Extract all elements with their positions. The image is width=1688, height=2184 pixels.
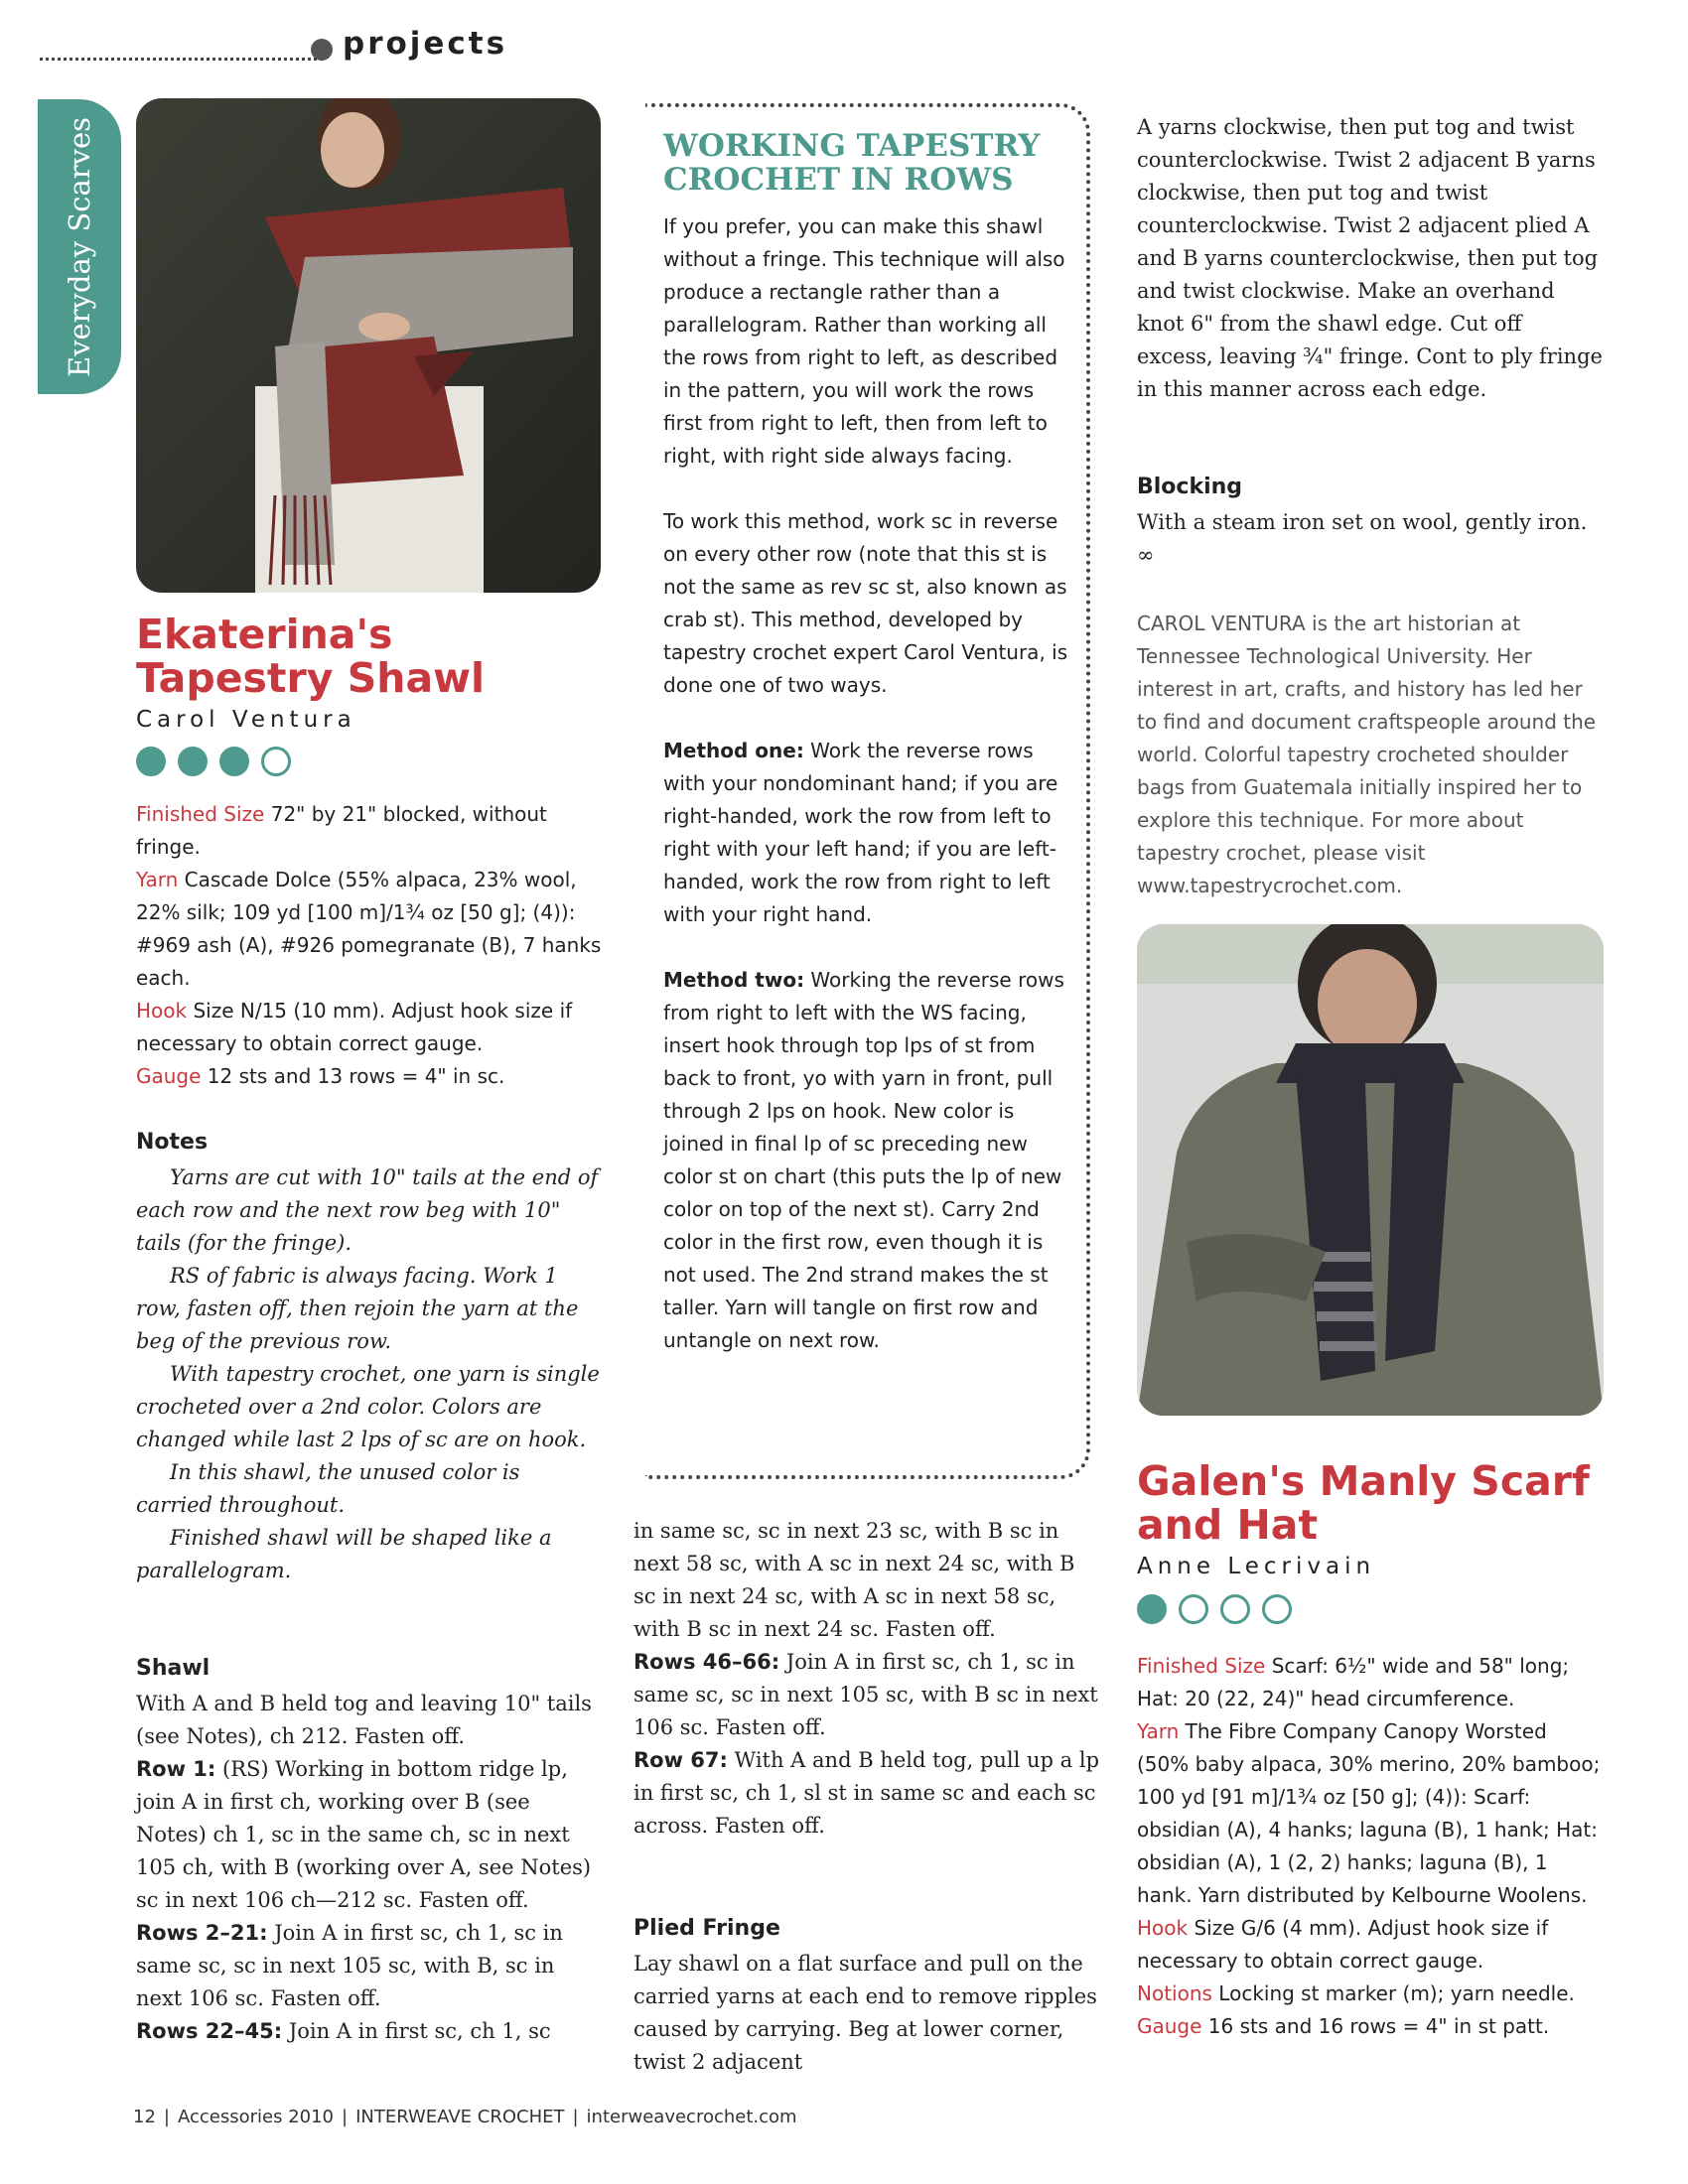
row-1: Row 1: (RS) Working in bottom ridge lp, join A in first ch, working over B (see Notes) ch 1, sc in the same ch, sc in next 105 ch, with B (working over A, see Notes) sc in next 106 ch—212 sc. Fasten off. [136, 1757, 592, 1912]
skill-dot-3 [1220, 1594, 1250, 1624]
fringe-text-continued: A yarns clockwise, then put tog and twist counterclockwise. Twist 2 adjacent B yarns clockwise, then put tog and twist counterclockwise. Twist 2 adjacent plied A and B yarns counterclockwise, then put tog and twist clockwise. Make an overhand knot 6" from the shawl edge. Cut off excess, leaving ¾" fringe. Cont to ply fringe in this manner across each edge. [1137, 115, 1603, 401]
skill-dot-1 [1137, 1594, 1167, 1624]
skill-dot-4 [261, 747, 291, 776]
spec-hook: Hook Size N/15 (10 mm). Adjust hook size if necessary to obtain correct gauge. [136, 999, 573, 1055]
blocking-text: With a steam iron set on wool, gently iron. ∞ [1137, 510, 1588, 567]
note-4: In this shawl, the unused color is carried throughout. [136, 1460, 520, 1517]
header-bullet [311, 39, 333, 61]
notes-heading: Notes [136, 1130, 209, 1155]
spec-yarn: Yarn The Fibre Company Canopy Worsted (50% baby alpaca, 30% merino, 20% bamboo; 100 yd [91 m]/1¾ oz [50 g]; (4)): Scarf: obsidian (A), 4 hanks; laguna (B), 1 hank; Hat: obsidian (A), 1 (2, 2) hanks; laguna (B), 1 hank. Yarn distributed by Kelbourne Woolens. [1137, 1719, 1601, 1907]
header-dotted-rule [40, 40, 323, 61]
rows-2-21: Rows 2–21: Join A in first sc, ch 1, sc in same sc, sc in next 105 sc, with B, sc in next 106 sc. Fasten off. [136, 1921, 563, 2010]
sidebar-paragraph-1: If you prefer, you can make this shawl without a fringe. This technique will also produce a rectangle rather than a parallelogram. Rather than working all the rows from right to left, as described in the pattern, you will work the rows first from right to left, then from left to right, with right side always facing. [663, 214, 1065, 468]
note-2: RS of fabric is always facing. Work 1 row, fasten off, then rejoin the yarn at the beg of the previous row. [136, 1264, 579, 1353]
skill-dot-4 [1262, 1594, 1292, 1624]
spec-finished-size: Finished Size 72" by 21" blocked, without fringe. [136, 802, 547, 859]
spec-gauge: Gauge 16 sts and 16 rows = 4" in st patt. [1137, 2014, 1550, 2038]
skill-dot-1 [136, 747, 166, 776]
shawl-skill-level [136, 747, 291, 776]
sidebar-text [663, 210, 1070, 1390]
shawl-specs [136, 798, 603, 1093]
notes-list [136, 1161, 603, 1587]
issue-name: Accessories 2010 [177, 2107, 335, 2127]
shawl-heading: Shawl [136, 1656, 211, 1681]
shawl-instructions-continued [633, 1515, 1100, 1843]
fringe-text: Lay shawl on a flat surface and pull on the carried yarns at each end to remove ripples caused by carrying. Beg at lower corner, twist 2 adjacent [633, 1952, 1097, 2074]
shawl-title: Ekaterina's Tapestry Shawl [136, 611, 486, 702]
spec-finished-size: Finished Size Scarf: 6½" wide and 58" long; Hat: 20 (22, 24)" head circumference. [1137, 1654, 1570, 1710]
section-title: projects [343, 26, 508, 62]
page-number: 12 [133, 2107, 156, 2127]
shawl-instructions [136, 1688, 603, 2048]
spec-gauge: Gauge 12 sts and 13 rows = 4" in sc. [136, 1064, 505, 1088]
magazine-name: INTERWEAVE CROCHET [355, 2107, 565, 2127]
spec-yarn: Yarn Cascade Dolce (55% alpaca, 23% wool, 22% silk; 109 yd [100 m]/1¾ oz [50 g]; (4)): #969 ash (A), #926 pomegranate (B), 7 hanks each. [136, 868, 602, 990]
note-1: Yarns are cut with 10" tails at the end of each row and the next row beg with 10" tails (for the fringe). [136, 1165, 599, 1255]
rows-22-45: Rows 22–45: Join A in first sc, ch 1, sc [136, 2019, 551, 2043]
shawl-photo [136, 98, 601, 593]
skill-dot-3 [219, 747, 249, 776]
skill-dot-2 [178, 747, 208, 776]
rows-22-45-continued: in same sc, sc in next 23 sc, with B sc in next 58 sc, with A sc in next 24 sc, with B sc in next 24 sc, with A sc in next 58 sc, with B sc in next 24 sc. Fasten off. [633, 1519, 1075, 1641]
rows-46-66: Rows 46–66: Join A in first sc, ch 1, sc in same sc, sc in next 105 sc, with B sc in next 106 sc. Fasten off. [633, 1650, 1098, 1739]
magazine-url: interweavecrochet.com [586, 2107, 797, 2127]
scarf-title: Galen's Manly Scarf and Hat [1137, 1457, 1590, 1549]
sidebar-title: WORKING TAPESTRY CROCHET IN ROWS [663, 128, 1041, 198]
shawl-intro: With A and B held tog and leaving 10" tails (see Notes), ch 212. Fasten off. [136, 1692, 592, 1748]
sidebar-method-one: Method one: Work the reverse rows with your nondominant hand; if you are right-handed, work the row from left to right with your left hand; if you are left-handed, work the row from right to left with your right hand. [663, 739, 1058, 926]
scarf-skill-level [1137, 1594, 1292, 1624]
spec-notions: Notions Locking st marker (m); yarn needle. [1137, 1981, 1575, 2005]
skill-dot-2 [1179, 1594, 1208, 1624]
sidebar-method-two: Method two: Working the reverse rows from right to left with the WS facing, insert hook through top lps of st from back to front, yo with yarn in front, pull through 2 lps on hook. New color is joined in final lp of sc preceding new color st on chart (this puts the lp of new color on top of the next st). Carry 2nd color in the first row, even though it is not used. The 2nd strand makes the st taller. Yarn will tangle on first row and untangle on next row. [663, 968, 1064, 1352]
blocking-heading: Blocking [1137, 475, 1243, 499]
spec-hook: Hook Size G/6 (4 mm). Adjust hook size if necessary to obtain correct gauge. [1137, 1916, 1549, 1973]
sidebar-paragraph-2: To work this method, work sc in reverse on every other row (note that this st is not the same as rev sc st, also known as crab st). This method, developed by tapestry crochet expert Carol Ventura, is done one of two ways. [663, 509, 1068, 697]
fringe-heading: Plied Fringe [633, 1916, 780, 1941]
scarf-author: Anne Lecrivain [1137, 1554, 1376, 1579]
scarf-specs [1137, 1650, 1604, 2043]
note-5: Finished shawl will be shaped like a parallelogram. [136, 1526, 552, 1582]
row-67: Row 67: With A and B held tog, pull up a lp in first sc, ch 1, sl st in same sc and each sc across. Fasten off. [633, 1748, 1100, 1838]
designer-bio: CAROL VENTURA is the art historian at Tennessee Technological University. Her interest in art, crafts, and history has led her to find and document craftspeople around the world. Colorful tapestry crocheted shoulder bags from Guatemala initially inspired her to explore this technique. For more about tapestry crochet, please visit www.tapestrycrochet.com. [1137, 612, 1597, 897]
side-tab-label: Everyday Scarves [63, 116, 97, 377]
shawl-author: Carol Ventura [136, 707, 356, 733]
scarf-photo [1137, 924, 1604, 1416]
note-3: With tapestry crochet, one yarn is single crocheted over a 2nd color. Colors are changed while last 2 lps of sc are on hook. [136, 1362, 600, 1451]
page-footer: 12 | Accessories 2010 | INTERWEAVE CROCHET | interweavecrochet.com [133, 2107, 797, 2127]
